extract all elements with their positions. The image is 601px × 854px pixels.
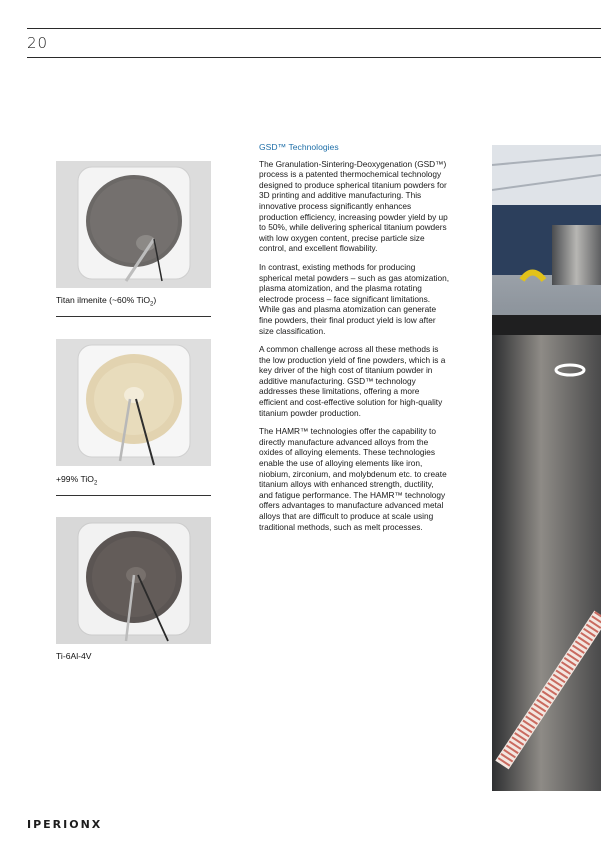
caption-rule xyxy=(56,316,211,317)
paragraph-existing-methods: In contrast, existing methods for producing spherical metal powders – such as gas atomization, plasma atomization, and the plasma rotating electrode process – face significant limitations. While gas and plasma atomization can generate fine powders, their final product yield is low after size classification. xyxy=(259,261,450,336)
paragraph-hamr: The HAMR™ technologies offer the capability to directly manufacture advanced alloys from the oxides of alloying elements. These technologies enable the use of alloying elements like iron, niobium, zirconium, and molybdenum etc. to create titanium alloys with enhanced strength, ductility, and fatigue performance. The HAMR™ technology offers advantages to manufacture advanced metal alloys that are difficult to produce at scale using traditional methods, such as melt processes. xyxy=(259,426,447,532)
main-text-column xyxy=(259,142,449,540)
iperionx-logo: IPERIONX xyxy=(27,818,103,831)
machine-photo xyxy=(492,145,601,791)
caption-text: +99% TiO xyxy=(56,474,94,484)
header-rule xyxy=(27,57,601,58)
page-number: 20 xyxy=(27,34,49,52)
top-rule xyxy=(27,28,601,29)
caption-subscript: 2 xyxy=(150,301,154,308)
paragraph-gsd-intro: The Granulation-Sintering-Deoxygenation (GSD™) process is a patented thermochemical technology designed to produce spherical titanium powders for 3D printing and additive manufacturing. This innovative process significantly enhances production efficiency, increasing powder yield by up to 50%, while delivering spherical titanium powders with low oxygen content, precise particle size control, and excellent flowability. xyxy=(259,158,448,254)
sample-photo-tio2 xyxy=(56,339,211,466)
sample-caption-ilmenite xyxy=(56,295,156,308)
sample-photo-ilmenite xyxy=(56,161,211,288)
caption-suffix: ) xyxy=(153,295,157,305)
caption-text: Ti-6Al-4V xyxy=(56,651,92,661)
sample-caption-tio2 xyxy=(56,474,97,487)
sample-photo-ti64 xyxy=(56,517,211,644)
sample-caption-ti64 xyxy=(56,651,92,664)
caption-rule xyxy=(56,495,211,496)
caption-subscript: 2 xyxy=(93,480,98,487)
paragraph-common-challenge: A common challenge across all these methods is the low production yield of fine powders, which is a key driver of the high cost of titanium powder in additive manufacturing. GSD™ technology addresses these limitations, offering a more efficient and cost-effective solution for high-quality titanium powder production. xyxy=(259,344,446,418)
section-heading: GSD™ Technologies xyxy=(259,142,339,152)
caption-text: Titan ilmenite (~60% TiO xyxy=(56,295,151,305)
